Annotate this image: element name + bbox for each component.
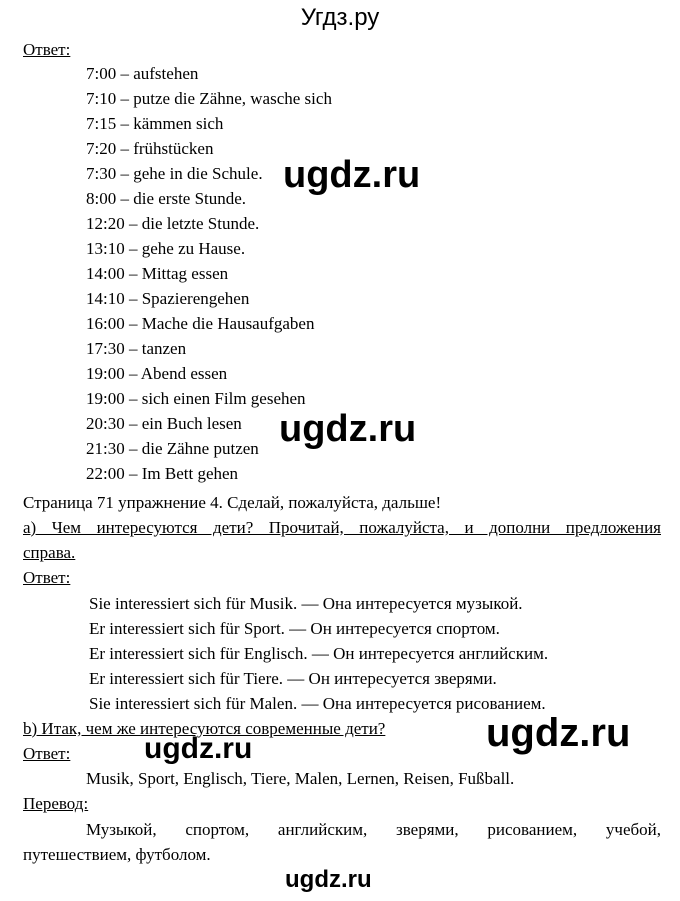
schedule-item: 16:00 – Mache die Hausaufgaben [86,314,315,333]
answer-item: Er interessiert sich für Englisch. — Он интересуется английским. [89,644,549,663]
watermark: ugdz.ru [285,866,372,893]
task-b-answer-label: Ответ: [23,744,71,763]
exercise-heading: Страница 71 упражнение 4. Сделай, пожалуйста, дальше! [23,493,442,512]
task-b-question: b) Итак, чем же интересуются современные дети? [23,719,386,738]
schedule-item: 7:20 – frühstücken [86,139,214,158]
schedule-item: 20:30 – ein Buch lesen [86,414,242,433]
answer-item: Er interessiert sich für Sport. — Он интересуется спортом. [89,619,500,638]
task-a-answers-list [89,594,548,719]
translation-line2: путешествием, футболом. [23,845,211,864]
schedule-item: 7:00 – aufstehen [86,64,199,83]
task-a-question-line1: а) Чем интересуются дети? Прочитай, пожалуйста, и дополни предложения [23,518,661,537]
task-b-answer: Musik, Sport, Englisch, Tiere, Malen, Lernen, Reisen, Fußball. [86,769,515,788]
schedule-item: 14:00 – Mittag essen [86,264,229,283]
answer-item: Sie interessiert sich für Musik. — Она интересуется музыкой. [89,594,523,613]
schedule-item: 17:30 – tanzen [86,339,187,358]
task-a-question-line2: справа. [23,543,76,562]
translation-label: Перевод: [23,794,89,813]
translation-line1: Музыкой, спортом, английским, зверями, рисованием, учебой, [86,820,661,839]
schedule-item: 19:00 – sich einen Film gesehen [86,389,306,408]
schedule-item: 13:10 – gehe zu Hause. [86,239,246,258]
schedule-item: 7:30 – gehe in die Schule. [86,164,263,183]
schedule-item: 21:30 – die Zähne putzen [86,439,259,458]
schedule-item: 8:00 – die erste Stunde. [86,189,247,208]
answer-label: Ответ: [23,40,71,59]
schedule-item: 12:20 – die letzte Stunde. [86,214,260,233]
schedule-item: 22:00 – Im Bett gehen [86,464,239,483]
answer-item: Er interessiert sich für Tiere. — Он интересуется зверями. [89,669,497,688]
watermark: ugdz.ru [283,154,421,196]
task-a-answer-label: Ответ: [23,568,71,587]
schedule-item: 7:10 – putze die Zähne, wasche sich [86,89,332,108]
schedule-item: 19:00 – Abend essen [86,364,228,383]
watermark: ugdz.ru [144,732,253,765]
answer-item: Sie interessiert sich für Malen. — Она интересуется рисованием. [89,694,546,713]
watermark: ugdz.ru [279,408,417,450]
schedule-item: 7:15 – kämmen sich [86,114,224,133]
site-title: Угдз.ру [300,4,380,31]
watermark: ugdz.ru [486,711,631,755]
schedule-item: 14:10 – Spazierengehen [86,289,250,308]
